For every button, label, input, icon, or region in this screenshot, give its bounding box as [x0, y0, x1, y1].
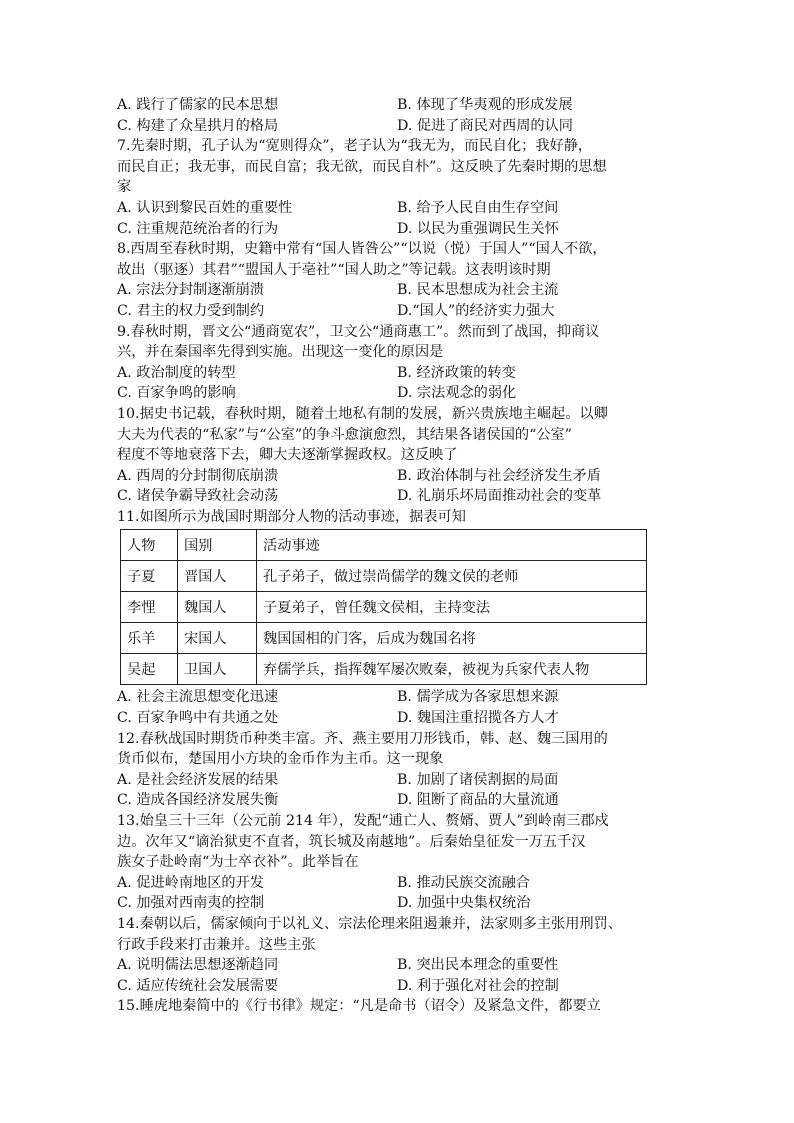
table-row [121, 561, 647, 592]
table-cell: 宋国人 [178, 623, 257, 654]
q6-options-row2 [117, 116, 677, 137]
q11-options-row2 [117, 708, 677, 729]
q9-stem-line2: 兴，并在秦国率先得到实施。出现这一变化的原因是 [117, 344, 444, 361]
q8-option-c[interactable]: C. 君主的权力受到制约 [117, 302, 265, 319]
q7-option-d[interactable]: D. 以民为重强调民生关怀 [397, 220, 559, 237]
q9-option-d[interactable]: D. 宗法观念的弱化 [397, 385, 517, 402]
q7-stem-line3: 家 [117, 179, 132, 196]
table-cell: 乐羊 [121, 623, 178, 654]
q7-option-c[interactable]: C. 注重规范统治者的行为 [117, 220, 279, 237]
q6-option-d[interactable]: D. 促进了商民对西周的认同 [397, 117, 573, 134]
q12-stem-line1: 12.春秋战国时期货币种类丰富。齐、燕主要用刀形钱币，韩、赵、魏三国用的 [117, 730, 608, 747]
q9-option-c[interactable]: C. 百家争鸣的影响 [117, 385, 236, 402]
q13-options-row2 [117, 893, 677, 914]
q10-option-c[interactable]: C. 诸侯争霸导致社会动荡 [117, 488, 279, 505]
table-cell: 子夏 [121, 561, 178, 592]
q14-stem-line1: 14.秦朝以后，儒家倾向于以礼义、宗法伦理来阻遏兼并，法家则多主张用刑罚、 [117, 916, 622, 932]
table-header-row [121, 530, 647, 561]
table-row [121, 592, 647, 623]
q8-options-row2 [117, 301, 677, 322]
q8-stem-line2: 故出（驱逐）其君”“盟国人于亳社”“国人助之”等记载。这表明该时期 [117, 261, 551, 278]
q14-option-d[interactable]: D. 利于强化对社会的控制 [397, 977, 559, 994]
q13-stem-line3: 族女子赴岭南“为士卒衣补”。此举旨在 [117, 854, 359, 871]
table-cell: 卫国人 [178, 654, 257, 685]
q7-option-a[interactable]: A. 认识到黎民百姓的重要性 [117, 199, 293, 216]
q11-option-b[interactable]: B. 儒学成为各家思想来源 [397, 689, 559, 706]
q10-option-a[interactable]: A. 西周的分封制彻底崩溃 [117, 467, 279, 484]
table-cell: 子夏弟子，曾任魏文侯相，主持变法 [257, 592, 647, 623]
q14-option-a[interactable]: A. 说明儒法思想逐渐趋同 [117, 957, 279, 974]
q7-stem-line1: 7.先秦时期，孔子认为“宽则得众”，老子认为“我无为，而民自化；我好静， [117, 138, 593, 155]
q13-stem-line2: 边。次年又“谪治狱吏不直者，筑长城及南越地”。后秦始皇征发一万五千汉 [117, 833, 586, 850]
q12-option-a[interactable]: A. 是社会经济发展的结果 [117, 771, 279, 788]
table-row [121, 623, 647, 654]
q7-options-row1 [117, 198, 677, 219]
q14-stem-line2: 行政手段来打击兼并。这些主张 [117, 936, 316, 953]
q11-option-a[interactable]: A. 社会主流思想变化迅速 [117, 689, 279, 706]
q9-stem-line1: 9.春秋时期，晋文公“通商宽农”，卫文公“通商惠工”。然而到了战国，抑商议 [117, 323, 600, 340]
q10-stem-line1: 10.据史书记载，春秋时期，随着土地私有制的发展，新兴贵族地主崛起。以卿 [117, 405, 608, 422]
q14-option-b[interactable]: B. 突出民本理念的重要性 [397, 957, 559, 974]
q12-option-c[interactable]: C. 造成各国经济发展失衡 [117, 792, 279, 809]
q13-option-a[interactable]: A. 促进岭南地区的开发 [117, 874, 264, 891]
q8-option-a[interactable]: A. 宗法分封制逐渐崩溃 [117, 282, 264, 299]
q7-stem-line2: 而民自正；我无事，而民自富；我无欲，而民自朴”。这反映了先秦时期的思想 [117, 158, 607, 175]
table-cell: 晋国人 [178, 561, 257, 592]
q6-option-c[interactable]: C. 构建了众星拱月的格局 [117, 117, 279, 134]
table-cell: 弃儒学兵，指挥魏军屡次败秦，被视为兵家代表人物 [257, 654, 647, 685]
q8-option-b[interactable]: B. 民本思想成为社会主流 [397, 282, 559, 299]
q10-stem-line3: 程度不等地衰落下去，卿大夫逐渐掌握政权。这反映了 [117, 447, 458, 464]
q13-options-row1 [117, 873, 677, 894]
table-header-cell: 活动事迹 [257, 530, 647, 561]
q14-option-c[interactable]: C. 适应传统社会发展需要 [117, 977, 279, 994]
q14-options-row1 [117, 955, 677, 976]
q13-option-d[interactable]: D. 加强中央集权统治 [397, 895, 531, 912]
q15-stem-line1: 15.睡虎地秦简中的《行书律》规定：“凡是命书（诏令）及紧急文件，都要立 [117, 998, 601, 1015]
q12-option-b[interactable]: B. 加剧了诸侯割据的局面 [397, 771, 559, 788]
q10-options-row1 [117, 466, 677, 487]
q11-options-row1 [117, 687, 677, 708]
q9-options-row1 [117, 363, 677, 384]
table-cell: 魏国国相的门客，后成为魏国名将 [257, 623, 647, 654]
table-header-cell: 人物 [121, 530, 178, 561]
q10-option-b[interactable]: B. 政治体制与社会经济发生矛盾 [397, 467, 601, 484]
q12-stem-line2: 货币似布，楚国用小方块的金币作为主币。这一现象 [117, 751, 444, 768]
q11-option-c[interactable]: C. 百家争鸣中有共通之处 [117, 710, 279, 727]
q13-option-c[interactable]: C. 加强对西南夷的控制 [117, 895, 265, 912]
q6-options-row1 [117, 95, 677, 116]
table-row [121, 654, 647, 685]
q13-stem-line1: 13.始皇三十三年（公元前 214 年），发配“逋亡人、赘婿、贾人”到岭南三郡戍 [117, 813, 609, 830]
q8-stem-line1: 8.西周至春秋时期，史籍中常有“国人皆咎公”“以说（悦）于国人”“国人不欲， [117, 241, 607, 258]
q6-option-a[interactable]: A. 践行了儒家的民本思想 [117, 97, 279, 113]
table-cell: 李悝 [121, 592, 178, 623]
q14-options-row2 [117, 976, 677, 997]
q11-table [120, 529, 647, 685]
table-cell: 孔子弟子，做过崇尚儒学的魏文侯的老师 [257, 561, 647, 592]
q12-option-d[interactable]: D. 阻断了商品的大量流通 [397, 792, 559, 809]
q9-options-row2 [117, 383, 677, 404]
q12-options-row1 [117, 770, 677, 791]
q10-stem-line2: 大夫为代表的“私家”与“公室”的争斗愈演愈烈，其结果各诸侯国的“公室” [117, 426, 572, 443]
q6-option-b[interactable]: B. 体现了华夷观的形成发展 [397, 97, 573, 113]
q10-options-row2 [117, 486, 677, 507]
q11-stem-line1: 11.如图所示为战国时期部分人物的活动事迹，据表可知 [117, 508, 466, 525]
q8-options-row1 [117, 280, 677, 301]
q11-option-d[interactable]: D. 魏国注重招揽各方人才 [397, 710, 559, 727]
exam-page [117, 95, 677, 1017]
table-cell: 魏国人 [178, 592, 257, 623]
q8-option-d[interactable]: D.“国人”的经济实力强大 [397, 302, 555, 319]
table-header-cell: 国别 [178, 530, 257, 561]
table-cell: 吴起 [121, 654, 178, 685]
q10-option-d[interactable]: D. 礼崩乐坏局面推动社会的变革 [397, 488, 602, 505]
q7-options-row2 [117, 219, 677, 240]
q7-option-b[interactable]: B. 给予人民自由生存空间 [397, 199, 559, 216]
q12-options-row2 [117, 790, 677, 811]
q13-option-b[interactable]: B. 推动民族交流融合 [397, 874, 530, 891]
q9-option-b[interactable]: B. 经济政策的转变 [397, 364, 516, 381]
q9-option-a[interactable]: A. 政治制度的转型 [117, 364, 236, 381]
